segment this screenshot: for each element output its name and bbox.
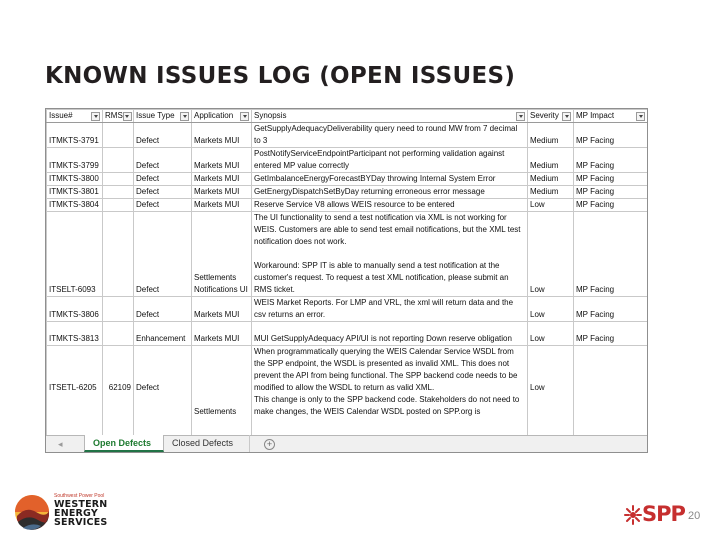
cell-issue-type[interactable]: Enhancement <box>134 322 192 346</box>
cell-synopsis[interactable]: GetImbalanceEnergyForecastBYDay throwing Internal System Error <box>252 173 528 186</box>
cell-issue[interactable]: ITMKTS-3800 <box>47 173 103 186</box>
cell-severity[interactable]: Low <box>528 322 574 346</box>
logo-line-energy: ENERGY <box>54 508 98 519</box>
col-header-issue: Issue# <box>47 110 103 123</box>
cell-issue[interactable]: ITSETL-6205 <box>47 346 103 436</box>
cell-severity[interactable]: Low <box>528 212 574 297</box>
spp-burst-icon <box>624 505 642 525</box>
cell-mp-impact[interactable]: MP Facing <box>574 148 648 173</box>
col-header-issue-type: Issue Type <box>134 110 192 123</box>
cell-severity[interactable]: Medium <box>528 173 574 186</box>
cell-issue-type[interactable]: Defect <box>134 212 192 297</box>
cell-application[interactable]: Markets MUI <box>192 173 252 186</box>
filter-dropdown-icon[interactable] <box>91 112 100 121</box>
filter-dropdown-icon[interactable] <box>636 112 645 121</box>
cell-application[interactable]: Markets MUI <box>192 186 252 199</box>
header-row <box>47 110 648 123</box>
col-header-application: Application <box>192 110 252 123</box>
logo-line-services: SERVICES <box>54 517 108 528</box>
southwest-power-pool-text: Southwest Power Pool <box>54 493 105 499</box>
cell-mp-impact[interactable]: MP Facing <box>574 322 648 346</box>
synopsis-paragraph: The UI functionality to send a test notification via XML is not working for WEIS. Customers are able to send test email notifications, but the XML test notification does not work. <box>254 213 521 246</box>
synopsis-note: This change is only to the SPP backend code. Stakeholders do not need to make changes, the WEIS Calendar WSDL posted on SPP.org is <box>254 395 520 416</box>
table-row[interactable] <box>47 346 648 436</box>
cell-synopsis[interactable]: GetEnergyDispatchSetByDay returning erroneous error message <box>252 186 528 199</box>
cell-issue-type[interactable]: Defect <box>134 346 192 436</box>
cell-rms[interactable] <box>103 212 134 297</box>
wes-emblem-icon <box>14 492 50 530</box>
cell-application[interactable]: Markets MUI <box>192 199 252 212</box>
cell-application[interactable]: Markets MUI <box>192 123 252 148</box>
filter-dropdown-icon[interactable] <box>123 112 132 121</box>
cell-issue[interactable]: ITSELT-6093 <box>47 212 103 297</box>
cell-mp-impact[interactable]: MP Facing <box>574 212 648 297</box>
filter-dropdown-icon[interactable] <box>516 112 525 121</box>
cell-synopsis[interactable]: Reserve Service V8 allows WEIS resource to be entered <box>252 199 528 212</box>
cell-severity[interactable]: Low <box>528 199 574 212</box>
cell-mp-impact[interactable]: MP Facing <box>574 199 648 212</box>
western-energy-services-logo <box>14 492 124 532</box>
synopsis-workaround: Workaround: SPP IT is able to manually send a test notification at the customer's request. To request a test XML notification, please submit an RMS ticket. <box>254 261 509 294</box>
cell-severity[interactable]: Medium <box>528 123 574 148</box>
cell-issue-type[interactable]: Defect <box>134 123 192 148</box>
filter-dropdown-icon[interactable] <box>240 112 249 121</box>
table-row[interactable] <box>47 322 648 346</box>
page-number: 20 <box>688 510 701 522</box>
issues-table <box>46 109 647 435</box>
cell-mp-impact[interactable]: MP Facing <box>574 297 648 322</box>
cell-rms[interactable] <box>103 199 134 212</box>
tab-closed-defects[interactable]: Closed Defects <box>164 435 250 452</box>
cell-synopsis[interactable]: MUI GetSupplyAdequacy API/UI is not reporting Down reserve obligation <box>252 322 528 346</box>
synopsis-paragraph: When programmatically querying the WEIS Calendar Service WSDL from the SPP endpoint, the WSDL is presented as invalid XML. This does not prevent the API from being functional. The SPP backend code needs to be modified to allow the WSDL to return as valid XML. <box>254 347 518 392</box>
cell-application[interactable]: Settlements Notifications UI <box>192 212 252 297</box>
spreadsheet[interactable] <box>45 108 648 453</box>
cell-mp-impact[interactable]: MP Facing <box>574 186 648 199</box>
cell-severity[interactable]: Low <box>528 297 574 322</box>
table-row[interactable] <box>47 199 648 212</box>
sheet-tab-bar <box>46 435 647 453</box>
cell-synopsis[interactable]: PostNotifyServiceEndpointParticipant not performing validation against entered MP value correctly <box>252 148 528 173</box>
cell-synopsis[interactable]: GetSupplyAdequacyDeliverability query need to round MW from 7 decimal to 3 <box>252 123 528 148</box>
cell-severity[interactable]: Medium <box>528 148 574 173</box>
filter-dropdown-icon[interactable] <box>180 112 189 121</box>
spp-wordmark: SPP <box>642 502 685 526</box>
filter-dropdown-icon[interactable] <box>562 112 571 121</box>
col-header-severity: Severity <box>528 110 574 123</box>
col-header-mp-impact: MP Impact <box>574 110 648 123</box>
cell-application[interactable]: Settlements <box>192 346 252 436</box>
cell-rms[interactable] <box>103 123 134 148</box>
cell-mp-impact[interactable]: MP Facing <box>574 173 648 186</box>
cell-issue[interactable]: ITMKTS-3806 <box>47 297 103 322</box>
tab-scroll-left-icon[interactable]: ◂ <box>58 439 63 449</box>
table-row[interactable] <box>47 123 648 148</box>
add-sheet-icon[interactable]: + <box>264 439 275 450</box>
cell-issue[interactable]: ITMKTS-3801 <box>47 186 103 199</box>
cell-issue-type[interactable]: Defect <box>134 199 192 212</box>
cell-rms[interactable] <box>103 322 134 346</box>
table-row[interactable] <box>47 148 648 173</box>
cell-rms[interactable] <box>103 148 134 173</box>
cell-rms[interactable] <box>103 297 134 322</box>
cell-application[interactable]: Markets MUI <box>192 322 252 346</box>
cell-issue[interactable]: ITMKTS-3804 <box>47 199 103 212</box>
table-row[interactable] <box>47 186 648 199</box>
cell-synopsis[interactable] <box>252 346 528 436</box>
cell-mp-impact[interactable] <box>574 346 648 436</box>
cell-issue-type[interactable]: Defect <box>134 148 192 173</box>
sheet-grid[interactable] <box>46 109 647 435</box>
table-row[interactable] <box>47 212 648 297</box>
cell-issue-type[interactable]: Defect <box>134 297 192 322</box>
cell-application[interactable]: Markets MUI <box>192 148 252 173</box>
cell-synopsis[interactable] <box>252 212 528 297</box>
cell-issue[interactable]: ITMKTS-3791 <box>47 123 103 148</box>
cell-issue[interactable]: ITMKTS-3799 <box>47 148 103 173</box>
cell-severity[interactable]: Medium <box>528 186 574 199</box>
table-row[interactable] <box>47 173 648 186</box>
col-header-synopsis: Synopsis <box>252 110 528 123</box>
cell-severity[interactable]: Low <box>528 346 574 436</box>
cell-rms[interactable] <box>103 186 134 199</box>
table-row[interactable] <box>47 297 648 322</box>
cell-issue-type[interactable]: Defect <box>134 186 192 199</box>
cell-issue[interactable]: ITMKTS-3813 <box>47 322 103 346</box>
tab-open-defects[interactable]: Open Defects <box>84 435 164 452</box>
spp-logo <box>624 502 686 528</box>
cell-rms[interactable] <box>103 173 134 186</box>
cell-synopsis[interactable]: WEIS Market Reports. For LMP and VRL, the xml will return data and the csv returns an error. <box>252 297 528 322</box>
slide-title: KNOWN ISSUES LOG (OPEN ISSUES) <box>45 63 516 89</box>
cell-application[interactable]: Markets MUI <box>192 297 252 322</box>
logo-line-western: WESTERN <box>54 499 108 510</box>
cell-mp-impact[interactable]: MP Facing <box>574 123 648 148</box>
cell-issue-type[interactable]: Defect <box>134 173 192 186</box>
cell-rms[interactable]: 62109 <box>103 346 134 436</box>
col-header-rms: RMS <box>103 110 134 123</box>
